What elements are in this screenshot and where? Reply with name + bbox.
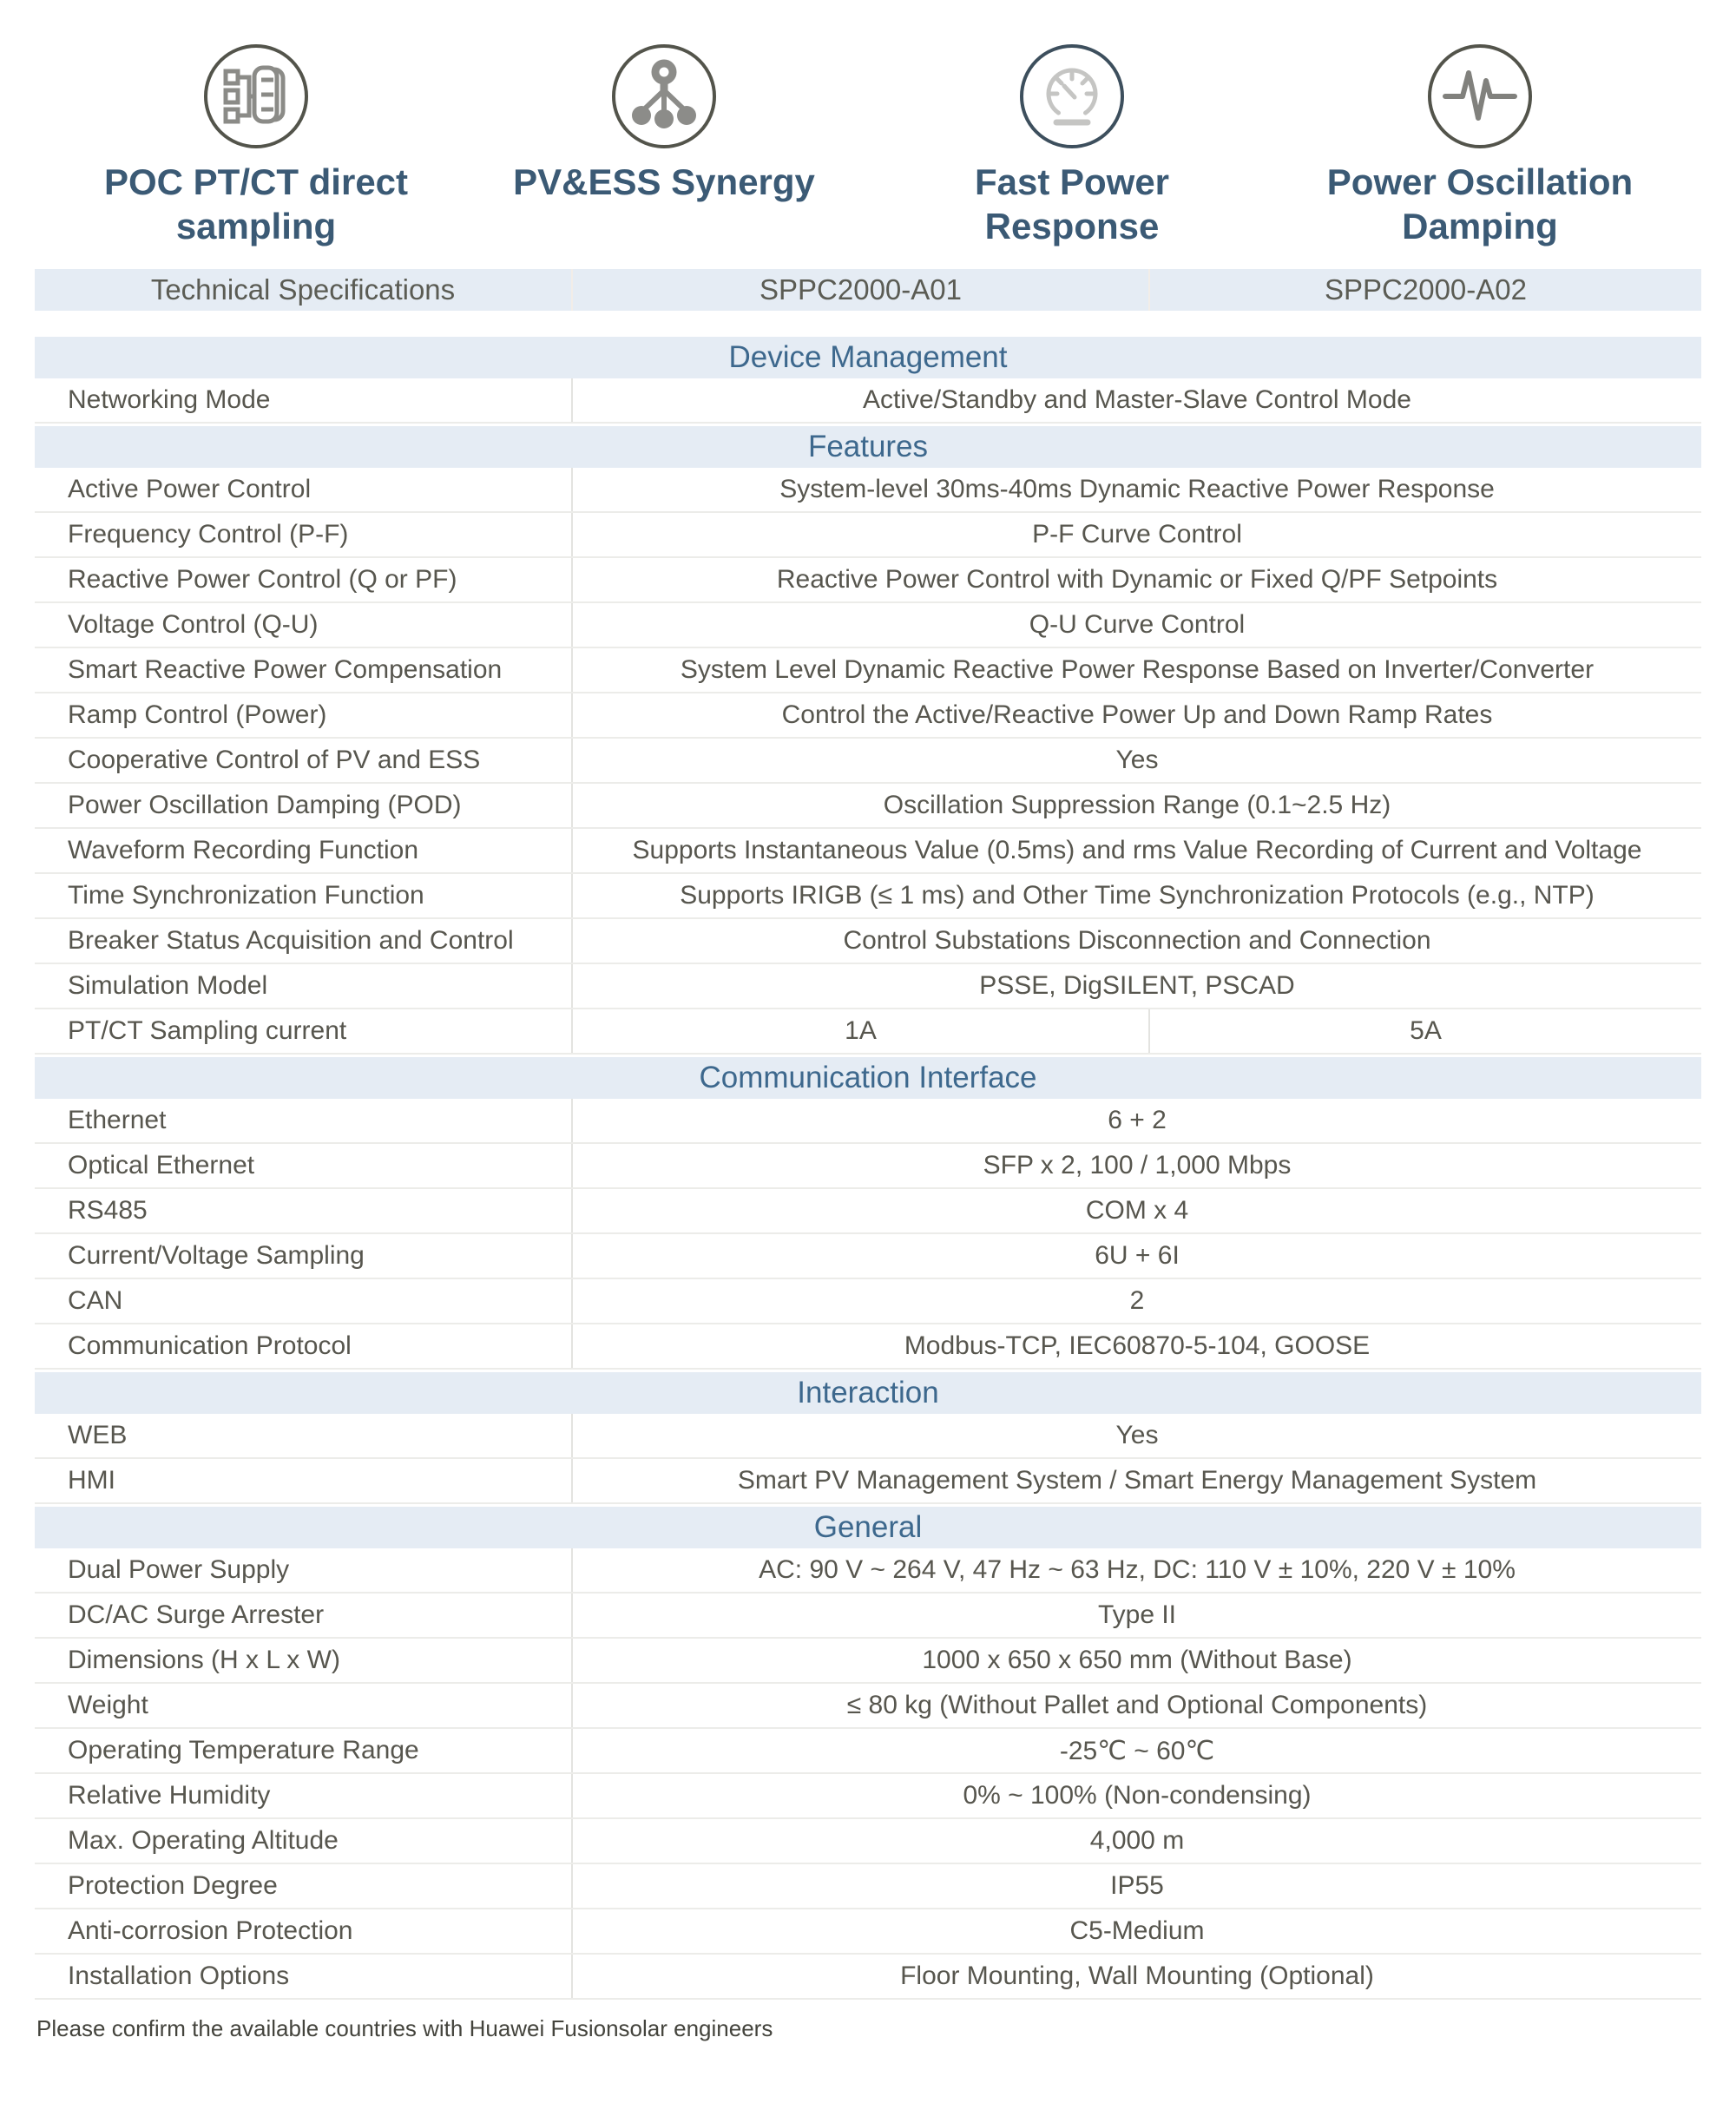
spec-row — [35, 964, 1701, 1009]
spec-value: Supports Instantaneous Value (0.5ms) and rms Value Recording of Current and Voltage — [632, 836, 1642, 865]
spec-value: 2 — [1129, 1286, 1145, 1316]
sampling-icon — [200, 40, 312, 153]
spec-label: Current/Voltage Sampling — [35, 1234, 573, 1278]
spec-label: Protection Degree — [35, 1864, 573, 1908]
section-title: Interaction — [35, 1372, 1701, 1414]
spec-label: Networking Mode — [35, 378, 573, 422]
feature-poc-sampling — [52, 40, 460, 248]
spec-label: Time Synchronization Function — [35, 874, 573, 917]
feature-label: PV&ESS Synergy — [513, 161, 815, 202]
spec-row — [35, 1459, 1701, 1504]
spec-value: Modbus-TCP, IEC60870-5-104, GOOSE — [904, 1331, 1371, 1361]
spec-label: Voltage Control (Q-U) — [35, 603, 573, 647]
spec-label: Smart Reactive Power Compensation — [35, 648, 573, 692]
spec-value: Active/Standby and Master-Slave Control Mode — [863, 385, 1411, 415]
spec-label: HMI — [35, 1459, 573, 1502]
spec-label: Active Power Control — [35, 468, 573, 511]
spec-row — [35, 513, 1701, 558]
feature-label: POC PT/CT direct sampling — [103, 161, 409, 247]
spec-table — [35, 269, 1701, 2000]
spec-row — [35, 1819, 1701, 1864]
spec-value: 6 + 2 — [1108, 1106, 1167, 1135]
spec-value: COM x 4 — [1085, 1196, 1189, 1226]
spec-label: Relative Humidity — [35, 1774, 573, 1817]
spec-value: 1000 x 650 x 650 mm (Without Base) — [922, 1646, 1352, 1675]
spec-value: Reactive Power Control with Dynamic or Fixed Q/PF Setpoints — [776, 565, 1498, 595]
spec-label: Reactive Power Control (Q or PF) — [35, 558, 573, 601]
spec-row — [35, 1864, 1701, 1909]
spec-value: 4,000 m — [1089, 1826, 1185, 1856]
page — [0, 40, 1736, 2042]
spec-value: Yes — [1115, 746, 1159, 775]
spec-value: ≤ 80 kg (Without Pallet and Optional Components) — [846, 1691, 1428, 1720]
spec-row — [35, 1099, 1701, 1144]
spec-row — [35, 1774, 1701, 1819]
spec-row — [35, 1189, 1701, 1234]
spec-value: IP55 — [1110, 1871, 1164, 1901]
spec-label: Communication Protocol — [35, 1324, 573, 1368]
spec-value: PSSE, DigSILENT, PSCAD — [979, 971, 1295, 1001]
spec-value: 1A — [573, 1009, 1150, 1053]
spec-label: Dimensions (H x L x W) — [35, 1639, 573, 1682]
spec-label: Frequency Control (P-F) — [35, 513, 573, 556]
feature-pv-ess-synergy — [460, 40, 868, 248]
spec-row — [35, 1009, 1701, 1055]
spec-row — [35, 378, 1701, 424]
spec-label: Anti-corrosion Protection — [35, 1909, 573, 1953]
spec-row — [35, 693, 1701, 739]
spec-row — [35, 1729, 1701, 1774]
spec-row — [35, 784, 1701, 829]
spec-value: System Level Dynamic Reactive Power Response Based on Inverter/Converter — [680, 655, 1595, 685]
spec-row — [35, 1324, 1701, 1370]
feature-power-oscillation-damping — [1276, 40, 1684, 248]
spec-label: Breaker Status Acquisition and Control — [35, 919, 573, 963]
spec-label: Optical Ethernet — [35, 1144, 573, 1187]
spec-label: Ethernet — [35, 1099, 573, 1142]
footer-note: Please confirm the available countries with Huawei Fusionsolar engineers — [36, 2015, 773, 2042]
spec-label: Weight — [35, 1684, 573, 1727]
section-title: General — [35, 1507, 1701, 1548]
spec-label: CAN — [35, 1279, 573, 1323]
spec-row — [35, 1684, 1701, 1729]
spec-label: Simulation Model — [35, 964, 573, 1008]
feature-label: Fast Power Response — [974, 161, 1170, 247]
spec-value: Control the Active/Reactive Power Up and Down Ramp Rates — [781, 700, 1493, 730]
spec-row — [35, 468, 1701, 513]
spec-row — [35, 1548, 1701, 1594]
spec-label: Power Oscillation Damping (POD) — [35, 784, 573, 827]
section-title: Features — [35, 426, 1701, 468]
spec-value: Smart PV Management System / Smart Energy Management System — [737, 1466, 1537, 1495]
spec-label: WEB — [35, 1414, 573, 1457]
spec-label: Ramp Control (Power) — [35, 693, 573, 737]
spec-row — [35, 919, 1701, 964]
spec-value: Supports IRIGB (≤ 1 ms) and Other Time Synchronization Protocols (e.g., NTP) — [680, 881, 1595, 910]
spec-value: AC: 90 V ~ 264 V, 47 Hz ~ 63 Hz, DC: 110 V ± 10%, 220 V ± 10% — [759, 1555, 1516, 1585]
spec-value: Yes — [1115, 1421, 1159, 1450]
spec-value: 0% ~ 100% (Non-condensing) — [963, 1781, 1312, 1810]
spec-row — [35, 874, 1701, 919]
spec-value: Floor Mounting, Wall Mounting (Optional) — [900, 1962, 1374, 1991]
feature-label: Power Oscillation Damping — [1326, 161, 1634, 247]
spec-value: P-F Curve Control — [1032, 520, 1242, 549]
spec-row — [35, 1279, 1701, 1324]
section-title: Device Management — [35, 337, 1701, 378]
table-header-model-a01: SPPC2000-A01 — [573, 269, 1150, 311]
spec-value: Oscillation Suppression Range (0.1~2.5 Hz) — [883, 791, 1391, 820]
spec-row — [35, 603, 1701, 648]
spec-value: System-level 30ms-40ms Dynamic Reactive Power Response — [779, 475, 1495, 504]
spec-value: C5-Medium — [1069, 1916, 1205, 1946]
spec-label: Cooperative Control of PV and ESS — [35, 739, 573, 782]
spec-row — [35, 1144, 1701, 1189]
spec-row — [35, 1955, 1701, 2000]
spec-label: PT/CT Sampling current — [35, 1009, 573, 1053]
spec-label: Max. Operating Altitude — [35, 1819, 573, 1863]
pulse-icon — [1424, 40, 1536, 153]
table-header-row — [35, 269, 1701, 311]
spec-value: -25℃ ~ 60℃ — [1059, 1736, 1215, 1765]
spec-row — [35, 1909, 1701, 1955]
spec-value: Type II — [1097, 1600, 1177, 1630]
spec-label: DC/AC Surge Arrester — [35, 1594, 573, 1637]
spec-value: SFP x 2, 100 / 1,000 Mbps — [983, 1151, 1292, 1180]
spec-value: 5A — [1410, 1016, 1442, 1046]
spec-row — [35, 1234, 1701, 1279]
spec-row — [35, 829, 1701, 874]
spec-label: Dual Power Supply — [35, 1548, 573, 1592]
spec-label: Installation Options — [35, 1955, 573, 1998]
spec-row — [35, 739, 1701, 784]
feature-fast-power-response — [868, 40, 1276, 248]
table-header-specs: Technical Specifications — [35, 269, 573, 311]
spec-value: Q-U Curve Control — [1029, 610, 1246, 640]
spec-value: 6U + 6I — [1095, 1241, 1180, 1271]
spec-label: Waveform Recording Function — [35, 829, 573, 872]
spec-row — [35, 1594, 1701, 1639]
feature-strip — [52, 40, 1684, 248]
spec-label: Operating Temperature Range — [35, 1729, 573, 1772]
gauge-icon — [1016, 40, 1128, 153]
spec-row — [35, 648, 1701, 693]
table-body — [35, 337, 1701, 2000]
spec-row — [35, 1414, 1701, 1459]
spec-row — [35, 1639, 1701, 1684]
table-header-model-a02: SPPC2000-A02 — [1325, 273, 1527, 306]
spec-row — [35, 558, 1701, 603]
spec-value: Control Substations Disconnection and Connection — [843, 926, 1431, 956]
section-title: Communication Interface — [35, 1057, 1701, 1099]
synergy-icon — [608, 40, 720, 153]
spec-label: RS485 — [35, 1189, 573, 1232]
